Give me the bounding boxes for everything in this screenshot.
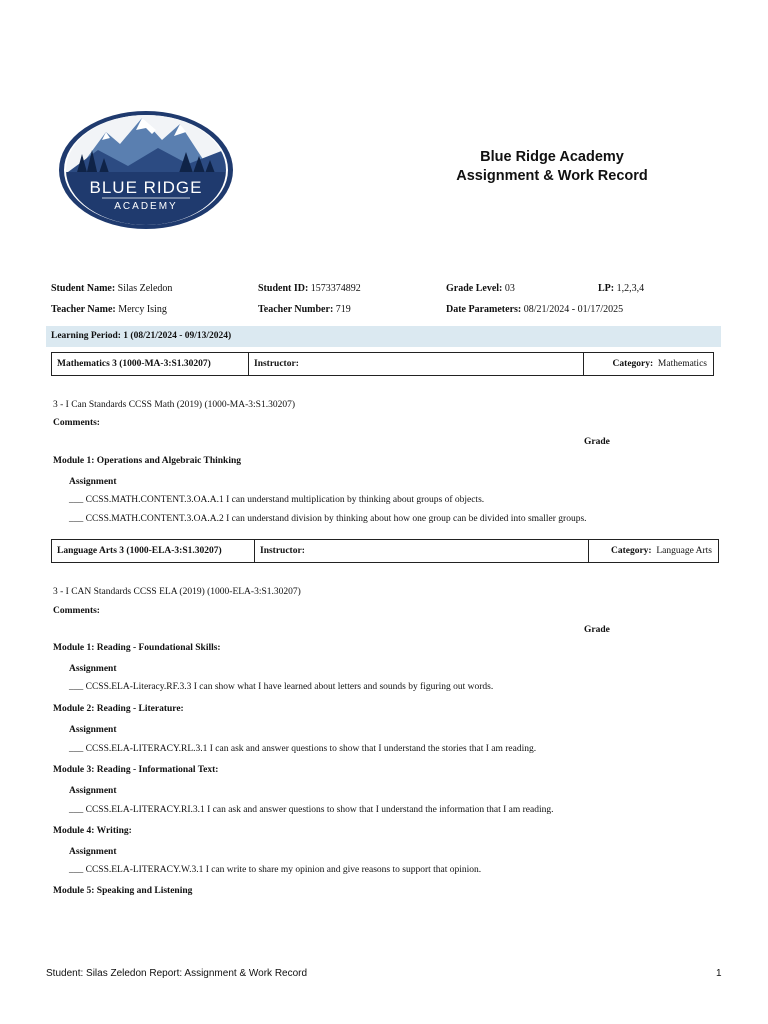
learning-period-band (46, 326, 721, 347)
module-title: Module 1: Reading - Foundational Skills: (53, 643, 221, 653)
comments-label: Comments: (53, 418, 100, 428)
course-category: Category: Language Arts (610, 546, 712, 556)
assignment-item: ___ CCSS.MATH.CONTENT.3.OA.A.2 I can understand division by thinking about how one group can be divided into smaller groups. (69, 514, 587, 524)
module-title: Module 2: Reading - Literature: (53, 704, 184, 714)
assignment-item: ___ CCSS.ELA-LITERACY.RL.3.1 I can ask and answer questions to show that I understand the stories that I am reading. (69, 744, 537, 754)
assignment-label: Assignment (69, 664, 117, 674)
grade-label: Grade (584, 437, 610, 447)
module-title: Module 1: Operations and Algebraic Thinking (53, 456, 242, 466)
assignment-label: Assignment (69, 725, 117, 735)
assignment-item: ___ CCSS.MATH.CONTENT.3.OA.A.1 I can understand multiplication by thinking about groups of objects. (69, 495, 485, 505)
assignment-item: ___ CCSS.ELA-LITERACY.W.3.1 I can write to share my opinion and give reasons to support that opinion. (69, 865, 482, 875)
instructor-label: Instructor: (254, 540, 588, 562)
report-header (420, 148, 684, 186)
student-id: Student ID: 1573374892 (258, 283, 361, 294)
page-number: 1 (716, 968, 722, 979)
assignment-label: Assignment (69, 786, 117, 796)
footer-report-label: Student: Silas Zeledon Report: Assignment & Work Record (46, 968, 308, 979)
module-title: Module 4: Writing: (53, 826, 132, 836)
grade-label: Grade (584, 625, 610, 635)
report-title: Assignment & Work Record (456, 168, 648, 184)
assignment-label: Assignment (69, 847, 117, 857)
student-name: Student Name: Silas Zeledon (51, 283, 173, 294)
standards-title: 3 - I Can Standards CCSS Math (2019) (1000-MA-3:S1.30207) (53, 400, 295, 410)
teacher-number: Teacher Number: 719 (258, 304, 351, 315)
learning-period-label: Learning Period: 1 (08/21/2024 - 09/13/2024) (51, 331, 232, 341)
comments-label: Comments: (53, 606, 100, 616)
course-category: Category: Mathematics (612, 359, 707, 369)
school-logo (58, 110, 234, 230)
grade-level: Grade Level: 03 (446, 283, 515, 294)
module-title: Module 3: Reading - Informational Text: (53, 765, 219, 775)
teacher-name: Teacher Name: Mercy Ising (51, 304, 167, 315)
course-title: Language Arts 3 (1000-ELA-3:S1.30207) (57, 546, 222, 556)
assignment-label: Assignment (69, 477, 117, 487)
date-parameters: Date Parameters: 08/21/2024 - 01/17/2025 (446, 304, 624, 315)
course-header-math (51, 352, 714, 376)
assignment-item: ___ CCSS.ELA-Literacy.RF.3.3 I can show what I have learned about letters and sounds by figuring out words. (69, 682, 494, 692)
assignment-item: ___ CCSS.ELA-LITERACY.RI.3.1 I can ask and answer questions to show that I understand the information that I am reading. (69, 805, 554, 815)
course-title: Mathematics 3 (1000-MA-3:S1.30207) (57, 359, 211, 369)
logo-text-main: BLUE RIDGE (89, 178, 203, 197)
standards-title: 3 - I CAN Standards CCSS ELA (2019) (1000-ELA-3:S1.30207) (53, 587, 301, 597)
module-title: Module 5: Speaking and Listening (53, 886, 193, 896)
learning-periods: LP: 1,2,3,4 (598, 283, 645, 294)
logo-text-sub: ACADEMY (114, 201, 178, 212)
school-name: Blue Ridge Academy (480, 149, 624, 165)
course-header-ela (51, 539, 719, 563)
instructor-label: Instructor: (248, 353, 583, 375)
